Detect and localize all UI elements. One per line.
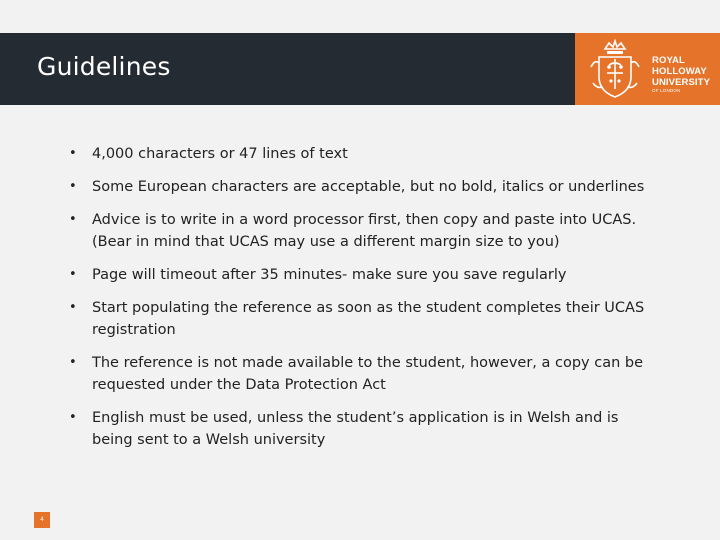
bullet-icon: • [69,300,77,315]
crest-icon [585,37,645,101]
bullet-icon: • [69,355,77,370]
list-item: • English must be used, unless the student’s application is in Welsh and is being sent to a Welsh university [69,407,649,451]
header-bar [0,33,720,105]
logo-line-of-london: OF LONDON [652,88,681,93]
list-item: • Advice is to write in a word processor first, then copy and paste into UCAS. (Bear in mind that UCAS may use a different margin size to you) [69,209,649,253]
list-item: • The reference is not made available to the student, however, a copy can be requested under the Data Protection Act [69,352,649,396]
bullet-icon: • [69,212,77,227]
logo-wordmark [652,55,710,94]
bullet-icon: • [69,146,77,161]
logo-line-university: UNIVERSITY [652,77,711,88]
university-logo [575,33,720,105]
list-item: • Start populating the reference as soon as the student completes their UCAS registration [69,297,649,341]
logo-line-royal: ROYAL [652,55,685,66]
bullet-icon: • [69,410,77,425]
list-item: • 4,000 characters or 47 lines of text [69,143,649,165]
logo-line-holloway: HOLLOWAY [652,66,707,77]
bullet-icon: • [69,179,77,194]
list-item: • Page will timeout after 35 minutes- make sure you save regularly [69,264,649,286]
list-item: • Some European characters are acceptable, but no bold, italics or underlines [69,176,649,198]
bullet-icon: • [69,267,77,282]
slide-title: Guidelines [37,52,171,81]
page-number: 4 [34,512,50,528]
guidelines-list [69,143,649,462]
